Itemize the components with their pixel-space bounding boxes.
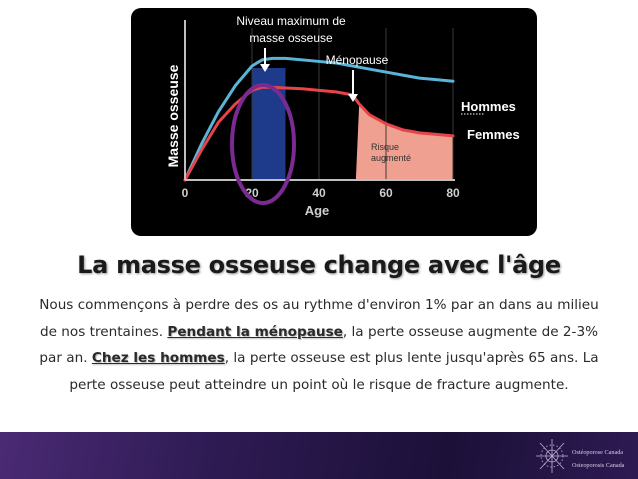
legend-hommes: Hommes [461, 99, 516, 114]
x-axis-label: Age [304, 203, 330, 218]
x-tick-label: 40 [312, 186, 326, 200]
emphasis-men: Chez les hommes [91, 350, 225, 366]
risk-label-line2: augmenté [371, 153, 412, 163]
slide-title: La masse osseuse change avec l'âge [77, 251, 561, 279]
chart-svg [131, 8, 537, 236]
peak-label-line1: Niveau maximum de [236, 14, 346, 28]
x-tick-label: 20 [245, 186, 259, 200]
footer-org-fr: Ostéoporose Canada [572, 449, 624, 456]
x-tick-label: 0 [181, 186, 189, 200]
risk-label-line1: Risque [371, 142, 400, 152]
x-tick-label: 60 [379, 186, 393, 200]
body-text-1: Nous commençons à perdre des os au rythme d'environ 1% par an dans au milieu de nos trentaines. [39, 297, 599, 340]
x-tick-label: 80 [446, 186, 460, 200]
footer-org-en: Osteoporosis Canada [572, 462, 625, 469]
peak-label-line2: masse osseuse [249, 31, 333, 45]
legend-femmes: Femmes [467, 127, 520, 142]
slide-body [30, 292, 608, 398]
menopause-arrow [348, 70, 358, 102]
emphasis-menopause: Pendant la ménopause [167, 323, 343, 340]
body-text-3: , la perte osseuse est plus lente jusqu'après 65 ans. La perte osseuse peut atteindre un point où le risque de fracture augmente. [69, 350, 599, 393]
y-axis-label: Masse osseuse [165, 64, 181, 168]
body-text-2: , la perte osseuse augmente de 2-3% par an. [39, 323, 599, 366]
osteoporosis-canada-logo-icon [534, 437, 570, 475]
bone-mass-chart [131, 8, 537, 236]
menopause-label: Ménopause [325, 53, 389, 67]
